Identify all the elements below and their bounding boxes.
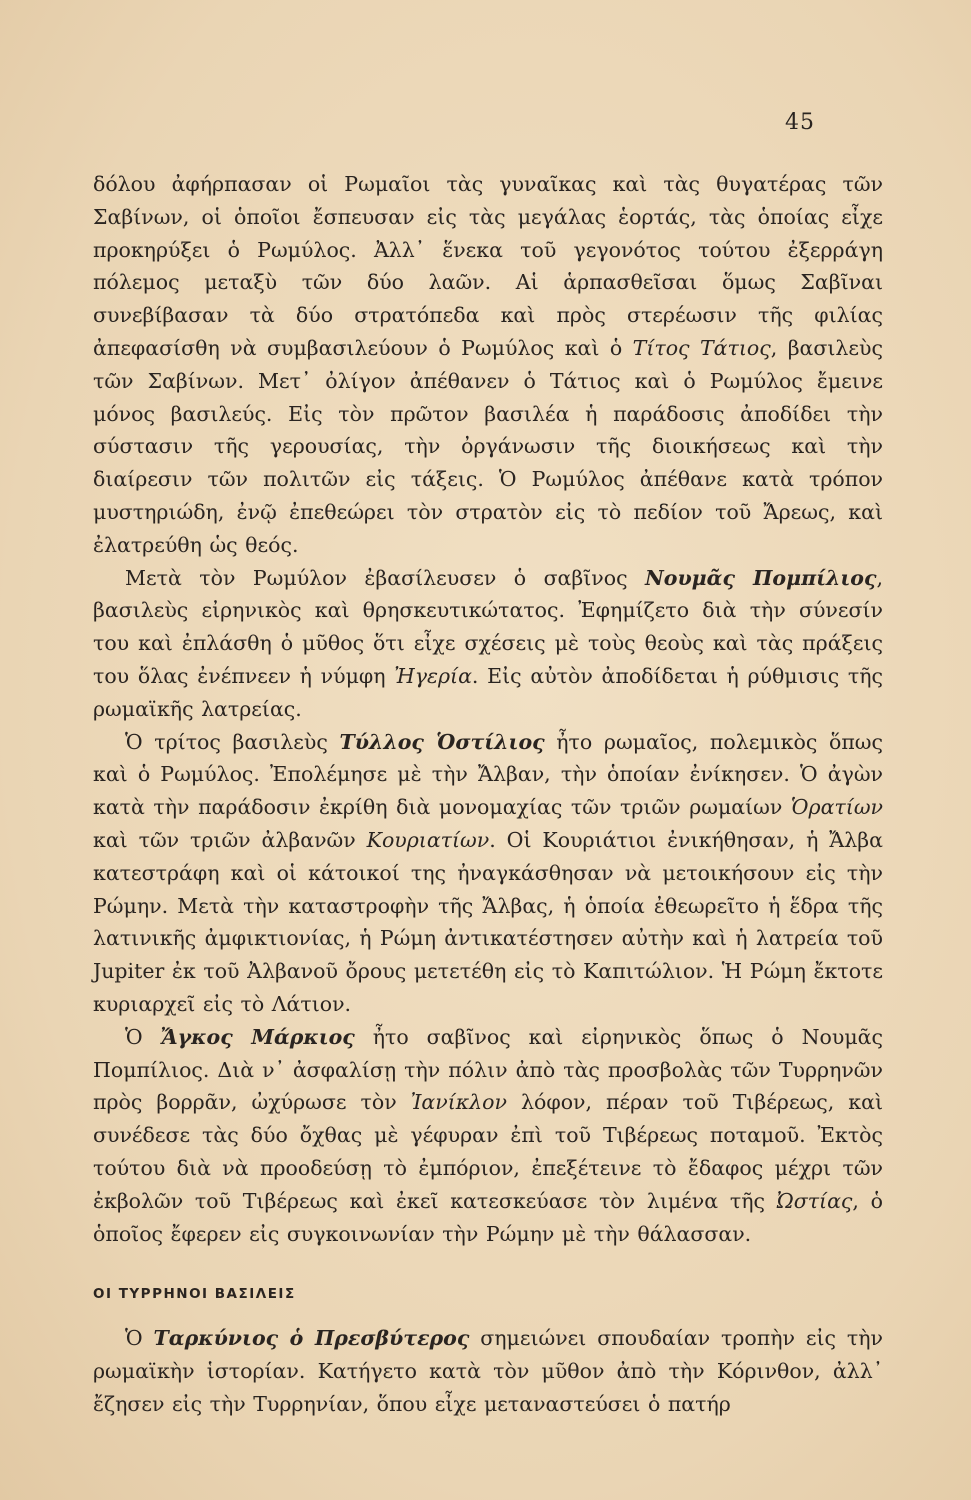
name-tullus-hostilius: Τύλλος Ὁστίλιος	[339, 729, 545, 754]
paragraph-romulus: δόλου ἀφήρπασαν οἱ Ρωμαῖοι τὰς γυναῖκας καὶ τὰς θυγατέρας τῶν Σαβίνων, οἱ ὁποῖοι ἔσπευσαν εἰς τὰς μεγάλας ἑορτάς, τὰς ὁποίας εἶχε προκηρύξει ὁ Ρωμύλος. Ἀλλ᾽ ἕνεκα τοῦ γεγονότος τούτου ἐξερράγη πόλεμος μεταξὺ τῶν δύο λαῶν. Αἱ ἁρπασθεῖσαι ὅμως Σαβῖναι συνεβίβασαν τὰ δύο στρατόπεδα καὶ πρὸς στερέωσιν τῆς φιλίας ἀπεφασίσθη νὰ συμβασιλεύουν ὁ Ρωμύλος καὶ ὁ Τίτος Τάτιος, βασιλεὺς τῶν Σαβίνων. Μετ᾽ ὀλίγον ἀπέθανεν ὁ Τάτιος καὶ ὁ Ρωμύλος ἔμεινε μόνος βασιλεύς. Εἰς τὸν πρῶτον βασιλέα ἡ παράδοσις ἀποδίδει τὴν σύστασιν τῆς γερουσίας, τὴν ὀργάνωσιν τῆς διοικήσεως καὶ τὴν διαίρεσιν τῶν πολιτῶν εἰς τάξεις. Ὁ Ρωμύλος ἀπέθανε κατὰ τρόπον μυστηριώδη, ἐνῷ ἐπεθεώρει τὸν στρατὸν εἰς τὸ πεδίον τοῦ Ἄρεως, καὶ ἐλατρεύθη ὡς θεός.	[93, 172, 883, 557]
paragraph-tullus: Ὁ τρίτος βασιλεὺς Τύλλος Ὁστίλιος ἦτο ρωμαῖος, πολεμικὸς ὅπως καὶ ὁ Ρωμύλος. Ἐπολέμησε μὲ τὴν Ἄλβαν, τὴν ὁποίαν ἐνίκησεν. Ὁ ἀγὼν κατὰ τὴν παράδοσιν ἐκρίθη διὰ μονομαχίας τῶν τριῶν ρωμαίων Ὁρατίων καὶ τῶν τριῶν ἀλβανῶν Κουριατίων. Οἱ Κουριάτιοι ἐνικήθησαν, ἡ Ἄλβα κατεστράφη καὶ οἱ κάτοικοί της ἠναγκάσθησαν νὰ μετοικήσουν εἰς τὴν Ρώμην. Μετὰ τὴν καταστροφὴν τῆς Ἄλβας, ἡ ὁποία ἐθεωρεῖτο ἡ ἕδρα τῆς λατινικῆς ἀμφικτιονίας, ἡ Ρώμη ἀντικατέστησεν αὐτὴν καὶ ἡ λατρεία τοῦ Jupiter ἐκ τοῦ Ἀλβανοῦ ὄρους μετετέθη εἰς τὸ Καπιτώλιον. Ἡ Ρώμη ἔκτοτε κυριαρχεῖ εἰς τὸ Λάτιον.	[93, 729, 883, 1016]
name-janiculum: Ἰανίκλον	[410, 1090, 507, 1115]
name-ancus-marcius: Ἄγκος Μάρκιος	[160, 1024, 355, 1049]
name-curiatii: Κουριατίων	[366, 827, 490, 852]
name-egeria: Ἠγερία	[394, 663, 472, 688]
paragraph-numa: Μετὰ τὸν Ρωμύλον ἐβασίλευσεν ὁ σαβῖνος Νουμᾶς Πομπίλιος, βασιλεὺς εἰρηνικὸς καὶ θρησκευτικώτατος. Ἐφημίζετο διὰ τὴν σύνεσίν του καὶ ἐπλάσθη ὁ μῦθος ὅτι εἶχε σχέσεις μὲ τοὺς θεοὺς καὶ τὰς πράξεις του ὅλας ἐνέπνεεν ἡ νύμφη Ἠγερία. Εἰς αὐτὸν ἀποδίδεται ἡ ρύθμισις τῆς ρωμαϊκῆς λατρείας.	[93, 565, 883, 721]
main-text	[93, 168, 883, 1250]
section-text	[93, 1322, 883, 1420]
name-tarquinius-priscus: Ταρκύνιος ὁ Πρεσβύτερος	[153, 1326, 470, 1350]
section-heading: ΟΙ ΤΥΡΡΗΝΟΙ ΒΑΣΙΛΕΙΣ	[93, 1286, 296, 1302]
paragraph-tarquinius: Ὁ Ταρκύνιος ὁ Πρεσβύτερος σημειώνει σπουδαίαν τροπὴν εἰς τὴν ρωμαϊκὴν ἱστορίαν. Κατήγετο κατὰ τὸν μῦθον ἀπὸ τὴν Κόρινθον, ἀλλ᾽ ἔζησεν εἰς τὴν Τυρρηνίαν, ὅπου εἶχε μεταναστεύσει ὁ πατήρ	[93, 1326, 884, 1416]
paragraph-ancus: Ὁ Ἄγκος Μάρκιος ἦτο σαβῖνος καὶ εἰρηνικὸς ὅπως ὁ Νουμᾶς Πομπίλιος. Διὰ ν᾽ ἀσφαλίσῃ τὴν πόλιν ἀπὸ τὰς προσβολὰς τῶν Τυρρηνῶν πρὸς βορρᾶν, ὠχύρωσε τὸν Ἰανίκλον λόφον, πέραν τοῦ Τιβέρεως, καὶ συνέδεσε τὰς δύο ὄχθας μὲ γέφυραν ἐπὶ τοῦ Τιβέρεως ποταμοῦ. Ἐκτὸς τούτου διὰ νὰ προοδεύσῃ τὸ ἐμπόριον, ἐπεξέτεινε τὸ ἔδαφος μέχρι τῶν ἐκβολῶν τοῦ Τιβέρεως καὶ ἐκεῖ κατεσκεύασε τὸν λιμένα τῆς Ὠστίας, ὁ ὁποῖος ἔφερεν εἰς συγκοινωνίαν τὴν Ρώμην μὲ τὴν θάλασσαν.	[93, 1024, 884, 1246]
name-titus-tatius: Τίτος Τάτιος	[632, 335, 771, 360]
name-horatii: Ὁρατίων	[790, 795, 883, 820]
name-numa-pompilius: Νουμᾶς Πομπίλιος	[645, 565, 877, 590]
page-number: 45	[785, 110, 815, 135]
name-ostia: Ὠστίας	[776, 1188, 853, 1213]
